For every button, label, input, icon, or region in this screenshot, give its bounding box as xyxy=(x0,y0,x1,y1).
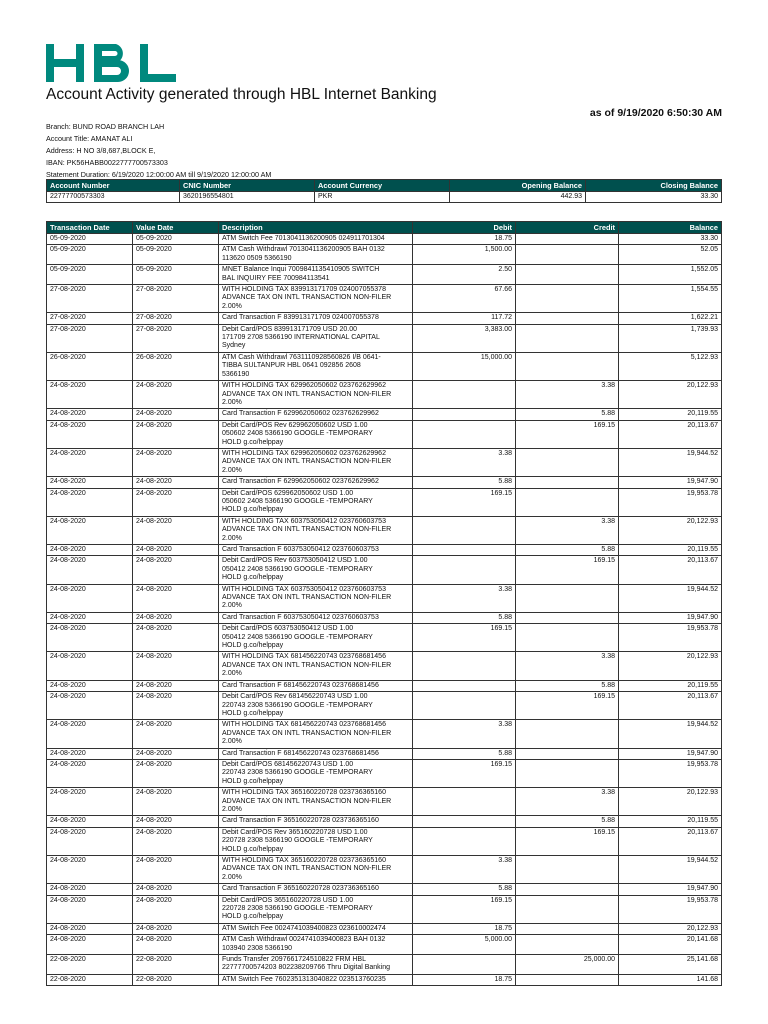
transaction-date-cell: 24-08-2020 xyxy=(47,420,133,448)
debit-cell xyxy=(413,652,516,680)
branch-line: Branch: BUND ROAD BRANCH LAH xyxy=(46,122,165,131)
description-cell: WITH HOLDING TAX 603753050412 023760603753 ADVANCE TAX ON INTL TRANSACTION NON-FILER 2.00% xyxy=(219,516,413,544)
transaction-date-cell: 24-08-2020 xyxy=(47,652,133,680)
table-row xyxy=(47,923,722,934)
description-cell: Debit Card/POS 365160220728 USD 1.00 220728 2308 5366190 GOOGLE -TEMPORARY HOLD g.co/helppay xyxy=(219,895,413,923)
debit-cell: 1,500.00 xyxy=(413,245,516,265)
balance-cell: 19,947.90 xyxy=(619,612,722,623)
transaction-date-cell: 24-08-2020 xyxy=(47,935,133,955)
description-cell: ATM Cash Withdrawl 7013041136200905 BAH 0132 113620 0509 5366190 xyxy=(219,245,413,265)
table-row xyxy=(47,477,722,488)
transaction-date-cell: 05-09-2020 xyxy=(47,234,133,245)
account-summary-header xyxy=(47,180,722,192)
transaction-date-cell: 24-08-2020 xyxy=(47,556,133,584)
debit-cell: 3.38 xyxy=(413,856,516,884)
transaction-date-cell: 24-08-2020 xyxy=(47,788,133,816)
table-row xyxy=(47,788,722,816)
value-date-cell: 24-08-2020 xyxy=(133,420,219,448)
closing-balance: 33.30 xyxy=(586,192,722,203)
table-row xyxy=(47,556,722,584)
value-date-cell: 05-09-2020 xyxy=(133,234,219,245)
transaction-date-cell: 27-08-2020 xyxy=(47,285,133,313)
table-row xyxy=(47,720,722,748)
transactions-table xyxy=(46,221,722,986)
credit-cell: 169.15 xyxy=(516,827,619,855)
value-date-cell: 24-08-2020 xyxy=(133,884,219,895)
statement-timestamp: as of 9/19/2020 6:50:30 AM xyxy=(589,107,722,119)
balance-cell: 20,119.55 xyxy=(619,545,722,556)
value-date-cell: 05-09-2020 xyxy=(133,265,219,285)
table-row xyxy=(47,816,722,827)
table-row xyxy=(47,652,722,680)
table-row xyxy=(47,545,722,556)
table-row xyxy=(47,584,722,612)
table-row xyxy=(47,516,722,544)
debit-cell xyxy=(413,556,516,584)
description-cell: Card Transaction F 681456220743 023768681456 xyxy=(219,748,413,759)
table-row xyxy=(47,624,722,652)
balance-cell: 19,944.52 xyxy=(619,720,722,748)
credit-cell: 3.38 xyxy=(516,381,619,409)
col-balance: Balance xyxy=(619,222,722,234)
balance-cell: 19,944.52 xyxy=(619,856,722,884)
debit-cell: 169.15 xyxy=(413,624,516,652)
table-row xyxy=(47,692,722,720)
opening-balance: 442.93 xyxy=(450,192,586,203)
balance-cell: 20,122.93 xyxy=(619,788,722,816)
balance-cell: 20,113.67 xyxy=(619,556,722,584)
balance-cell: 20,119.55 xyxy=(619,816,722,827)
description-cell: Card Transaction F 629962050602 023762629962 xyxy=(219,409,413,420)
credit-cell: 3.38 xyxy=(516,652,619,680)
debit-cell: 67.66 xyxy=(413,285,516,313)
balance-cell: 1,554.55 xyxy=(619,285,722,313)
balance-cell: 20,122.93 xyxy=(619,652,722,680)
credit-cell xyxy=(516,448,619,476)
credit-cell xyxy=(516,324,619,352)
credit-cell xyxy=(516,935,619,955)
balance-cell: 1,739.93 xyxy=(619,324,722,352)
value-date-cell: 26-08-2020 xyxy=(133,352,219,380)
debit-cell: 18.75 xyxy=(413,923,516,934)
credit-cell xyxy=(516,488,619,516)
description-cell: WITH HOLDING TAX 365160220728 023736365160 ADVANCE TAX ON INTL TRANSACTION NON-FILER 2.00% xyxy=(219,856,413,884)
transaction-date-cell: 24-08-2020 xyxy=(47,923,133,934)
debit-cell: 5.88 xyxy=(413,612,516,623)
transaction-date-cell: 27-08-2020 xyxy=(47,324,133,352)
credit-cell: 169.15 xyxy=(516,420,619,448)
transaction-date-cell: 24-08-2020 xyxy=(47,624,133,652)
description-cell: Debit Card/POS Rev 629962050602 USD 1.00 050602 2408 5366190 GOOGLE -TEMPORARY HOLD g.co/helppay xyxy=(219,420,413,448)
value-date-cell: 22-08-2020 xyxy=(133,974,219,985)
credit-cell: 25,000.00 xyxy=(516,955,619,975)
value-date-cell: 27-08-2020 xyxy=(133,313,219,324)
balance-cell: 25,141.68 xyxy=(619,955,722,975)
table-row xyxy=(47,935,722,955)
col-transaction-date: Transaction Date xyxy=(47,222,133,234)
credit-cell: 5.88 xyxy=(516,545,619,556)
account-summary-row xyxy=(47,192,722,203)
debit-cell xyxy=(413,409,516,420)
table-row xyxy=(47,955,722,975)
balance-cell: 1,622.21 xyxy=(619,313,722,324)
balance-cell: 19,953.78 xyxy=(619,488,722,516)
hbl-logo xyxy=(46,44,176,82)
description-cell: ATM Cash Withdrawl 7631110928560826 I/B 0641- TIBBA SULTANPUR HBL 0641 092856 2608 5366190 xyxy=(219,352,413,380)
debit-cell: 3.38 xyxy=(413,448,516,476)
transaction-date-cell: 24-08-2020 xyxy=(47,748,133,759)
credit-cell xyxy=(516,245,619,265)
balance-cell: 19,953.78 xyxy=(619,895,722,923)
value-date-cell: 24-08-2020 xyxy=(133,692,219,720)
table-row xyxy=(47,974,722,985)
debit-cell xyxy=(413,816,516,827)
credit-cell xyxy=(516,759,619,787)
description-cell: Debit Card/POS 629962050602 USD 1.00 050602 2408 5366190 GOOGLE -TEMPORARY HOLD g.co/helppay xyxy=(219,488,413,516)
description-cell: Debit Card/POS 603753050412 USD 1.00 050412 2408 5366190 GOOGLE -TEMPORARY HOLD g.co/helppay xyxy=(219,624,413,652)
credit-cell: 169.15 xyxy=(516,556,619,584)
transaction-date-cell: 26-08-2020 xyxy=(47,352,133,380)
value-date-cell: 24-08-2020 xyxy=(133,680,219,691)
debit-cell: 5,000.00 xyxy=(413,935,516,955)
value-date-cell: 24-08-2020 xyxy=(133,720,219,748)
credit-cell: 3.38 xyxy=(516,788,619,816)
transaction-date-cell: 24-08-2020 xyxy=(47,584,133,612)
debit-cell: 5.88 xyxy=(413,477,516,488)
debit-cell: 18.75 xyxy=(413,974,516,985)
balance-cell: 19,944.52 xyxy=(619,584,722,612)
credit-cell: 5.88 xyxy=(516,680,619,691)
value-date-cell: 24-08-2020 xyxy=(133,584,219,612)
credit-cell: 5.88 xyxy=(516,816,619,827)
transaction-date-cell: 05-09-2020 xyxy=(47,265,133,285)
col-value-date: Value Date xyxy=(133,222,219,234)
value-date-cell: 24-08-2020 xyxy=(133,488,219,516)
transaction-date-cell: 24-08-2020 xyxy=(47,516,133,544)
balance-cell: 19,947.90 xyxy=(619,477,722,488)
description-cell: Card Transaction F 365160220728 023736365160 xyxy=(219,816,413,827)
value-date-cell: 27-08-2020 xyxy=(133,324,219,352)
debit-cell: 117.72 xyxy=(413,313,516,324)
balance-cell: 19,953.78 xyxy=(619,624,722,652)
transaction-date-cell: 24-08-2020 xyxy=(47,692,133,720)
page-title: Account Activity generated through HBL Internet Banking xyxy=(46,86,437,103)
balance-cell: 20,141.68 xyxy=(619,935,722,955)
account-title-line: Account Title: AMANAT ALI xyxy=(46,133,133,143)
debit-cell xyxy=(413,420,516,448)
description-cell: WITH HOLDING TAX 839913171709 024007055378 ADVANCE TAX ON INTL TRANSACTION NON-FILER 2.00% xyxy=(219,285,413,313)
debit-cell: 5.88 xyxy=(413,884,516,895)
table-row xyxy=(47,234,722,245)
description-cell: ATM Switch Fee 7602351313040822 023513760235 xyxy=(219,974,413,985)
transaction-date-cell: 24-08-2020 xyxy=(47,680,133,691)
debit-cell: 169.15 xyxy=(413,895,516,923)
credit-cell xyxy=(516,895,619,923)
table-row xyxy=(47,759,722,787)
transaction-date-cell: 24-08-2020 xyxy=(47,488,133,516)
credit-cell xyxy=(516,285,619,313)
debit-cell: 2.50 xyxy=(413,265,516,285)
balance-cell: 20,113.67 xyxy=(619,827,722,855)
transaction-date-cell: 27-08-2020 xyxy=(47,313,133,324)
table-row xyxy=(47,488,722,516)
description-cell: Card Transaction F 839913171709 024007055378 xyxy=(219,313,413,324)
col-cnic-number: CNIC Number xyxy=(180,180,315,192)
debit-cell: 18.75 xyxy=(413,234,516,245)
table-row xyxy=(47,409,722,420)
debit-cell: 169.15 xyxy=(413,488,516,516)
table-row xyxy=(47,895,722,923)
credit-cell xyxy=(516,313,619,324)
cnic-number: 3620196554801 xyxy=(180,192,315,203)
debit-cell: 3,383.00 xyxy=(413,324,516,352)
value-date-cell: 24-08-2020 xyxy=(133,816,219,827)
table-row xyxy=(47,285,722,313)
credit-cell xyxy=(516,624,619,652)
debit-cell xyxy=(413,545,516,556)
description-cell: Card Transaction F 681456220743 023768681456 xyxy=(219,680,413,691)
col-account-currency: Account Currency xyxy=(315,180,450,192)
transaction-date-cell: 24-08-2020 xyxy=(47,381,133,409)
value-date-cell: 24-08-2020 xyxy=(133,652,219,680)
balance-cell: 5,122.93 xyxy=(619,352,722,380)
table-row xyxy=(47,448,722,476)
table-row xyxy=(47,381,722,409)
transaction-date-cell: 24-08-2020 xyxy=(47,612,133,623)
description-cell: Debit Card/POS 839913171709 USD 20.00 171709 2708 5366190 INTERNATIONAL CAPITAL Sydney xyxy=(219,324,413,352)
description-cell: WITH HOLDING TAX 629962050602 023762629962 ADVANCE TAX ON INTL TRANSACTION NON-FILER 2.00% xyxy=(219,381,413,409)
col-description: Description xyxy=(219,222,413,234)
statement-duration-line: Statement Duration: 6/19/2020 12:00:00 AM till 9/19/2020 12:00:00 AM xyxy=(46,169,272,179)
value-date-cell: 24-08-2020 xyxy=(133,895,219,923)
value-date-cell: 22-08-2020 xyxy=(133,955,219,975)
credit-cell xyxy=(516,612,619,623)
credit-cell: 169.15 xyxy=(516,692,619,720)
transactions-header xyxy=(47,222,722,234)
transaction-date-cell: 24-08-2020 xyxy=(47,545,133,556)
credit-cell: 5.88 xyxy=(516,409,619,420)
col-closing-balance: Closing Balance xyxy=(586,180,722,192)
transaction-date-cell: 24-08-2020 xyxy=(47,477,133,488)
credit-cell xyxy=(516,352,619,380)
debit-cell xyxy=(413,788,516,816)
table-row xyxy=(47,884,722,895)
address-line: Address: H NO 3/8,687,BLOCK E, xyxy=(46,145,156,155)
table-row xyxy=(47,827,722,855)
balance-cell: 20,122.93 xyxy=(619,923,722,934)
table-row xyxy=(47,313,722,324)
debit-cell: 15,000.00 xyxy=(413,352,516,380)
credit-cell xyxy=(516,884,619,895)
credit-cell xyxy=(516,720,619,748)
table-row xyxy=(47,856,722,884)
balance-cell: 20,119.55 xyxy=(619,680,722,691)
transaction-date-cell: 24-08-2020 xyxy=(47,720,133,748)
transaction-date-cell: 22-08-2020 xyxy=(47,955,133,975)
description-cell: MNET Balance Inqui 7009841135410905 SWITCH BAL INQUIRY FEE 700984113541 xyxy=(219,265,413,285)
col-credit: Credit xyxy=(516,222,619,234)
transaction-date-cell: 22-08-2020 xyxy=(47,974,133,985)
description-cell: WITH HOLDING TAX 681456220743 023768681456 ADVANCE TAX ON INTL TRANSACTION NON-FILER 2.00% xyxy=(219,652,413,680)
balance-cell: 141.68 xyxy=(619,974,722,985)
debit-cell xyxy=(413,827,516,855)
credit-cell xyxy=(516,584,619,612)
debit-cell xyxy=(413,516,516,544)
table-row xyxy=(47,265,722,285)
value-date-cell: 24-08-2020 xyxy=(133,448,219,476)
account-number: 22777700573303 xyxy=(47,192,180,203)
transaction-date-cell: 24-08-2020 xyxy=(47,856,133,884)
table-row xyxy=(47,748,722,759)
credit-cell: 3.38 xyxy=(516,516,619,544)
description-cell: WITH HOLDING TAX 603753050412 023760603753 ADVANCE TAX ON INTL TRANSACTION NON-FILER 2.00% xyxy=(219,584,413,612)
value-date-cell: 24-08-2020 xyxy=(133,381,219,409)
credit-cell xyxy=(516,234,619,245)
value-date-cell: 24-08-2020 xyxy=(133,516,219,544)
value-date-cell: 27-08-2020 xyxy=(133,285,219,313)
balance-cell: 20,113.67 xyxy=(619,420,722,448)
credit-cell xyxy=(516,923,619,934)
description-cell: Debit Card/POS Rev 681456220743 USD 1.00 220743 2308 5366190 GOOGLE -TEMPORARY HOLD g.co/helppay xyxy=(219,692,413,720)
transaction-date-cell: 24-08-2020 xyxy=(47,827,133,855)
value-date-cell: 24-08-2020 xyxy=(133,556,219,584)
table-row xyxy=(47,352,722,380)
balance-cell: 52.05 xyxy=(619,245,722,265)
table-row xyxy=(47,612,722,623)
debit-cell xyxy=(413,680,516,691)
balance-cell: 20,119.55 xyxy=(619,409,722,420)
description-cell: ATM Switch Fee 7013041136200905 024911701304 xyxy=(219,234,413,245)
debit-cell: 3.38 xyxy=(413,584,516,612)
value-date-cell: 24-08-2020 xyxy=(133,477,219,488)
description-cell: ATM Cash Withdrawl 0024741039400823 BAH 0132 103940 2308 5366190 xyxy=(219,935,413,955)
value-date-cell: 24-08-2020 xyxy=(133,409,219,420)
value-date-cell: 24-08-2020 xyxy=(133,788,219,816)
value-date-cell: 24-08-2020 xyxy=(133,856,219,884)
description-cell: Card Transaction F 603753050412 023760603753 xyxy=(219,545,413,556)
transaction-date-cell: 05-09-2020 xyxy=(47,245,133,265)
credit-cell xyxy=(516,265,619,285)
debit-cell xyxy=(413,381,516,409)
value-date-cell: 24-08-2020 xyxy=(133,759,219,787)
balance-cell: 20,122.93 xyxy=(619,381,722,409)
debit-cell xyxy=(413,692,516,720)
description-cell: ATM Switch Fee 0024741039400823 023610002474 xyxy=(219,923,413,934)
account-currency: PKR xyxy=(315,192,450,203)
description-cell: Debit Card/POS 681456220743 USD 1.00 220743 2308 5366190 GOOGLE -TEMPORARY HOLD g.co/helppay xyxy=(219,759,413,787)
balance-cell: 19,953.78 xyxy=(619,759,722,787)
table-row xyxy=(47,680,722,691)
balance-cell: 33.30 xyxy=(619,234,722,245)
debit-cell xyxy=(413,955,516,975)
balance-cell: 19,944.52 xyxy=(619,448,722,476)
description-cell: Card Transaction F 603753050412 023760603753 xyxy=(219,612,413,623)
iban-line: IBAN: PK56HABB0022777700573303 xyxy=(46,157,168,167)
description-cell: Debit Card/POS Rev 365160220728 USD 1.00 220728 2308 5366190 GOOGLE -TEMPORARY HOLD g.co/helppay xyxy=(219,827,413,855)
transaction-date-cell: 24-08-2020 xyxy=(47,759,133,787)
description-cell: Card Transaction F 365160220728 023736365160 xyxy=(219,884,413,895)
transaction-date-cell: 24-08-2020 xyxy=(47,884,133,895)
transaction-date-cell: 24-08-2020 xyxy=(47,409,133,420)
transaction-date-cell: 24-08-2020 xyxy=(47,895,133,923)
description-cell: Debit Card/POS Rev 603753050412 USD 1.00 050412 2408 5366190 GOOGLE -TEMPORARY HOLD g.co/helppay xyxy=(219,556,413,584)
table-row xyxy=(47,324,722,352)
table-row xyxy=(47,420,722,448)
balance-cell: 19,947.90 xyxy=(619,748,722,759)
description-cell: WITH HOLDING TAX 681456220743 023768681456 ADVANCE TAX ON INTL TRANSACTION NON-FILER 2.00% xyxy=(219,720,413,748)
balance-cell: 1,552.05 xyxy=(619,265,722,285)
transaction-date-cell: 24-08-2020 xyxy=(47,448,133,476)
credit-cell xyxy=(516,974,619,985)
description-cell: Card Transaction F 629962050602 023762629962 xyxy=(219,477,413,488)
debit-cell: 169.15 xyxy=(413,759,516,787)
credit-cell xyxy=(516,748,619,759)
col-debit: Debit xyxy=(413,222,516,234)
description-cell: Funds Transfer 2097661724510822 FRM HBL 22777700574203 802238209766 Thru Digital Banking xyxy=(219,955,413,975)
credit-cell xyxy=(516,856,619,884)
balance-cell: 20,122.93 xyxy=(619,516,722,544)
transaction-date-cell: 24-08-2020 xyxy=(47,816,133,827)
value-date-cell: 05-09-2020 xyxy=(133,245,219,265)
description-cell: WITH HOLDING TAX 629962050602 023762629962 ADVANCE TAX ON INTL TRANSACTION NON-FILER 2.00% xyxy=(219,448,413,476)
debit-cell: 5.88 xyxy=(413,748,516,759)
value-date-cell: 24-08-2020 xyxy=(133,612,219,623)
balance-cell: 20,113.67 xyxy=(619,692,722,720)
col-opening-balance: Opening Balance xyxy=(450,180,586,192)
description-cell: WITH HOLDING TAX 365160220728 023736365160 ADVANCE TAX ON INTL TRANSACTION NON-FILER 2.00% xyxy=(219,788,413,816)
balance-cell: 19,947.90 xyxy=(619,884,722,895)
value-date-cell: 24-08-2020 xyxy=(133,748,219,759)
account-summary-table xyxy=(46,179,722,203)
value-date-cell: 24-08-2020 xyxy=(133,935,219,955)
value-date-cell: 24-08-2020 xyxy=(133,827,219,855)
credit-cell xyxy=(516,477,619,488)
col-account-number: Account Number xyxy=(47,180,180,192)
account-info xyxy=(46,121,271,181)
value-date-cell: 24-08-2020 xyxy=(133,624,219,652)
value-date-cell: 24-08-2020 xyxy=(133,545,219,556)
value-date-cell: 24-08-2020 xyxy=(133,923,219,934)
debit-cell: 3.38 xyxy=(413,720,516,748)
transactions-body xyxy=(47,234,722,986)
table-row xyxy=(47,245,722,265)
